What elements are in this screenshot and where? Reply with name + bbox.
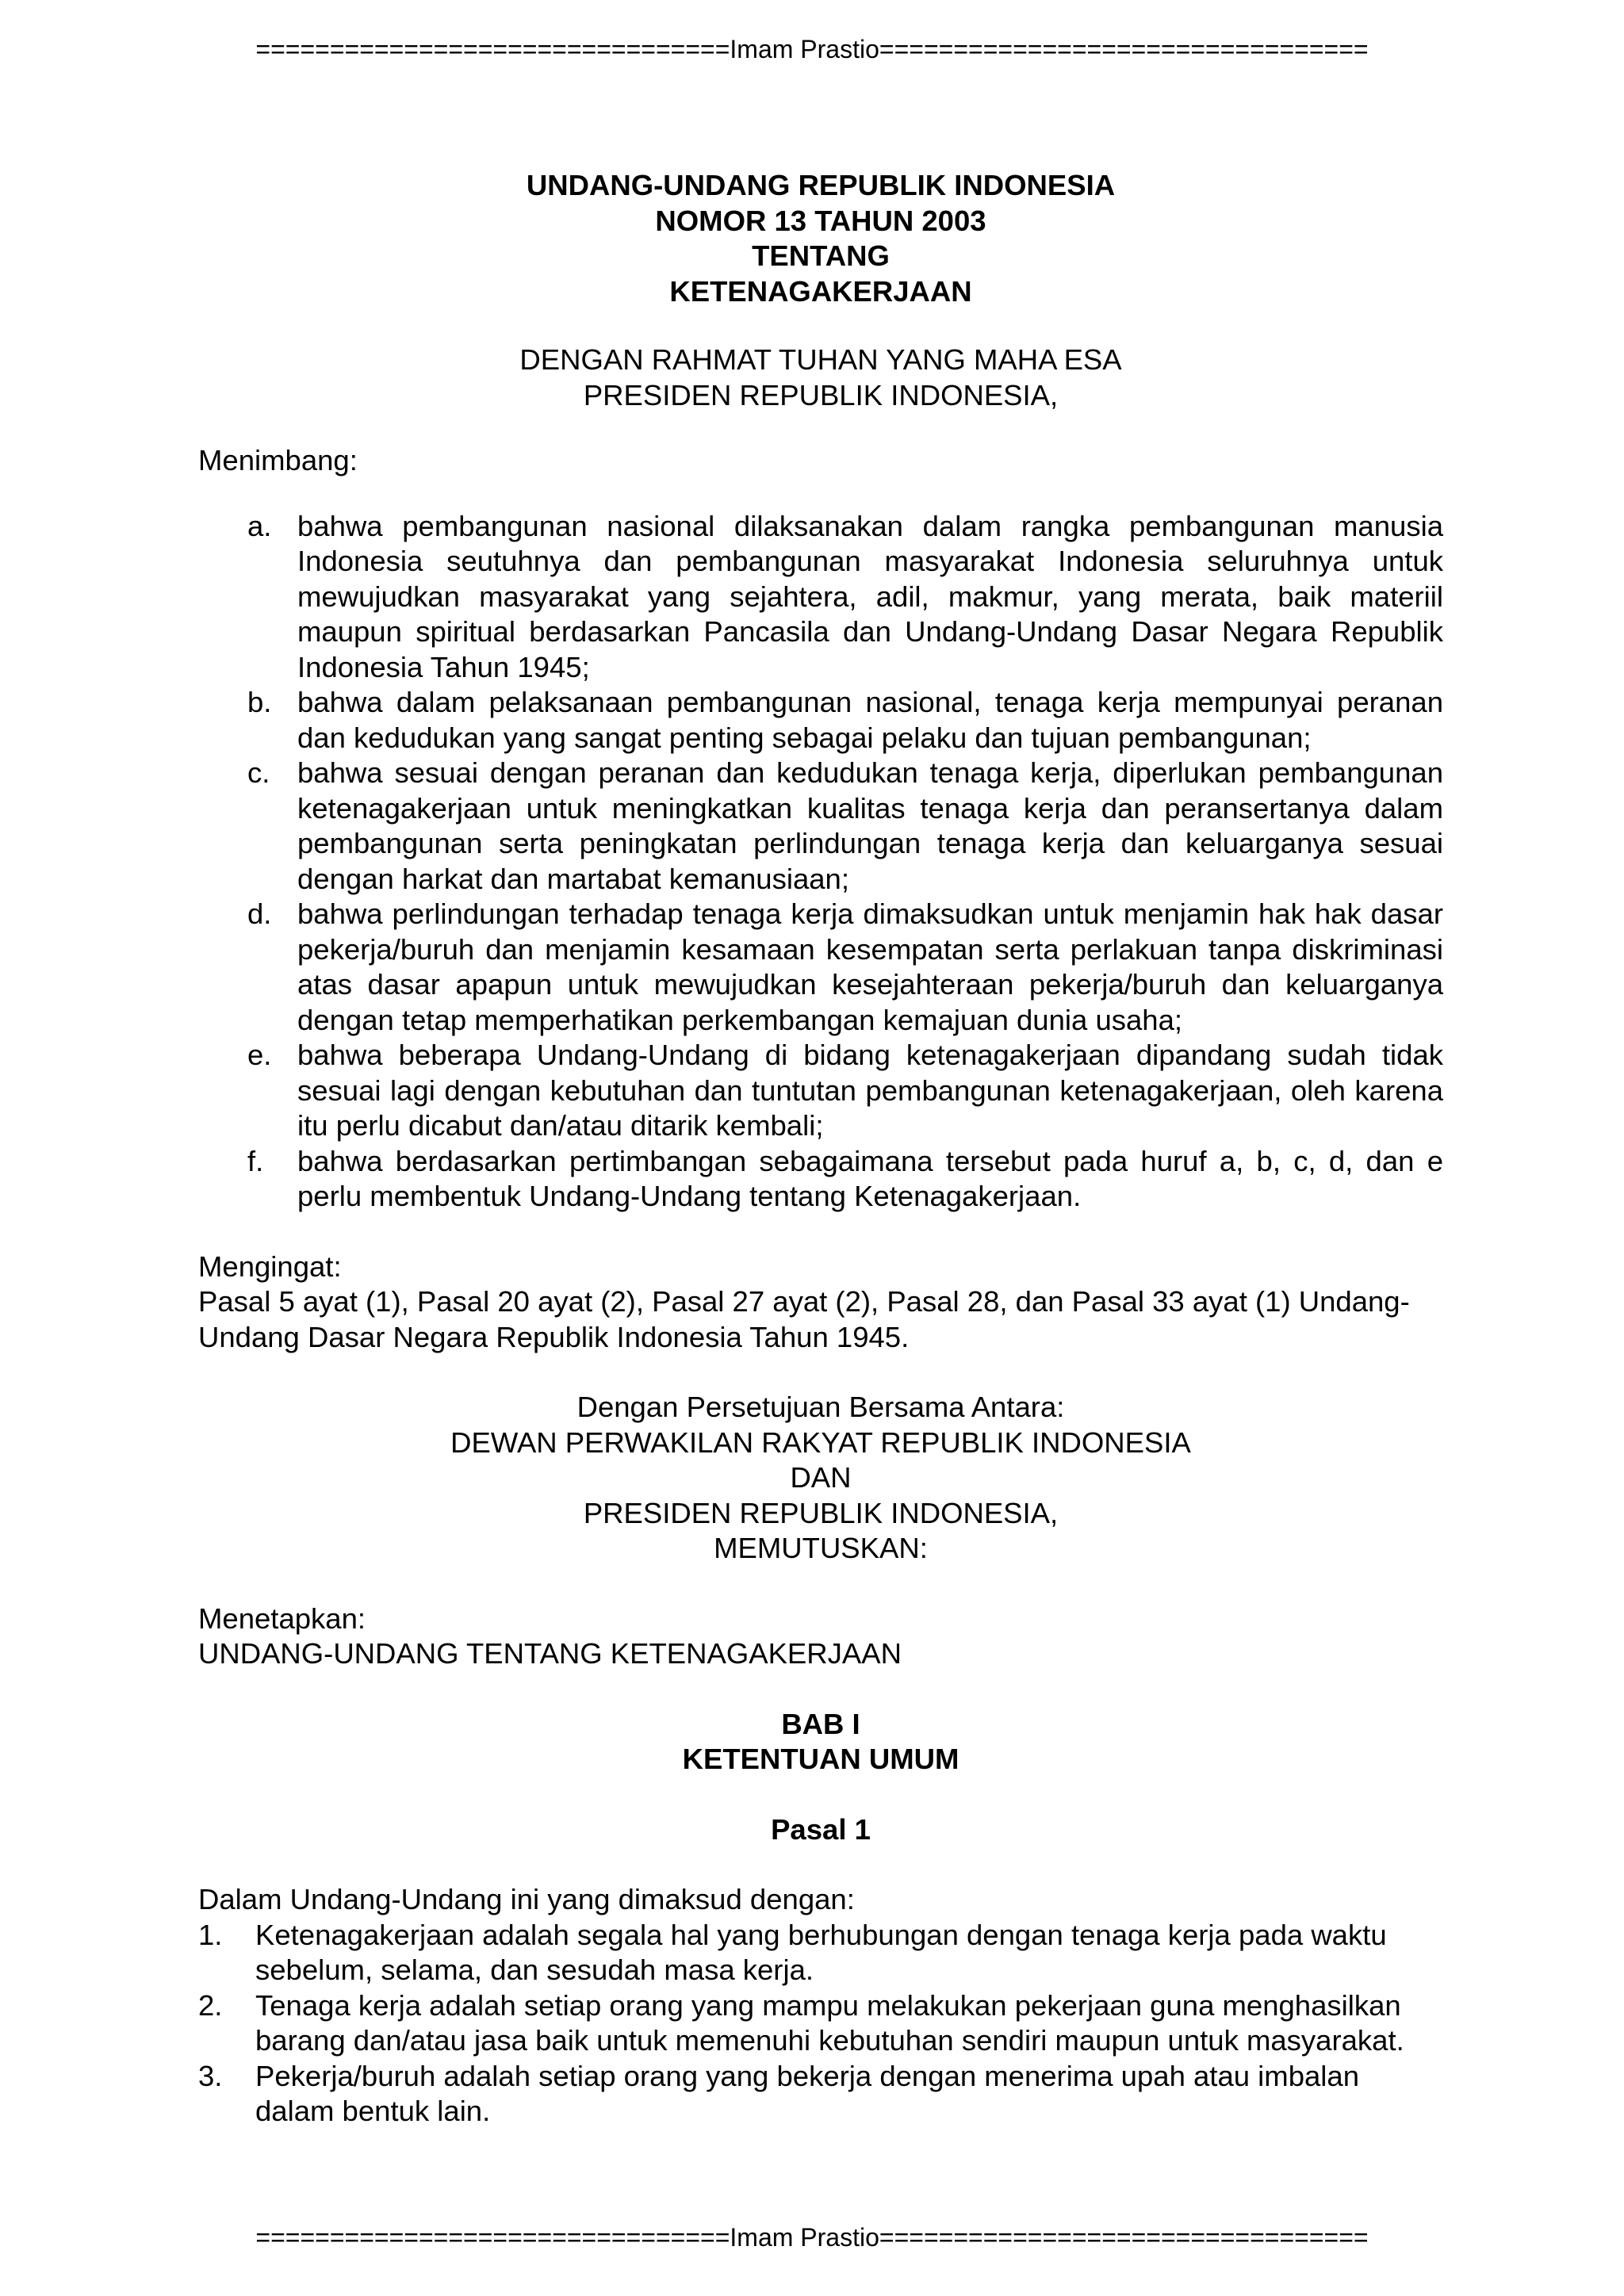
title-line-4: KETENAGAKERJAAN [669, 274, 972, 308]
chapter-title: KETENTUAN UMUM [682, 1743, 959, 1775]
observing-text: Pasal 5 ayat (1), Pasal 20 ayat (2), Pasal 27 ayat (2), Pasal 28, dan Pasal 33 ayat (1) Undang-Undang Dasar Negara Republik Indonesia Tahun 1945. [198, 1285, 1410, 1353]
considering-item-e [198, 1038, 1443, 1144]
considering-list [198, 509, 1443, 1215]
enact-label: Menetapkan: [198, 1601, 366, 1635]
considering-item-d [198, 897, 1443, 1038]
definition-text: Pekerja/buruh adalah setiap orang yang bekerja dengan menerima upah atau imbalan dalam bentuk lain. [255, 2059, 1360, 2127]
considering-item-text: bahwa berdasarkan pertimbangan sebagaimana tersebut pada huruf a, b, c, d, dan e perlu membentuk Undang-Undang tentang Ketenagakerjaan. [297, 1144, 1443, 1212]
document-title [198, 168, 1443, 309]
considering-item-text: bahwa perlindungan terhadap tenaga kerja dimaksudkan untuk menjamin hak hak dasar pekerja/buruh dan menjamin kesamaan kesempatan serta perlakuan tanpa diskriminasi atas dasar apapun untuk mewujudkan kesejahteraan pekerja/buruh dan keluarganya dengan tetap memperhatikan perkembangan kemajuan dunia usaha; [297, 897, 1443, 1036]
definition-number: 2. [198, 1988, 223, 2022]
definition-text: Ketenagakerjaan adalah segala hal yang berhubungan dengan tenaga kerja pada waktu sebelum, selama, dan sesudah masa kerja. [255, 1918, 1387, 1986]
article-intro: Dalam Undang-Undang ini yang dimaksud dengan: [198, 1883, 855, 1915]
considering-item-letter: c. [247, 756, 270, 789]
definition-item [198, 1988, 1443, 2059]
considering-item-text: bahwa sesuai dengan peranan dan kedudukan tenaga kerja, diperlukan pembangunan ketenagakerjaan untuk meningkatkan kualitas tenaga kerja dan peransertanya dalam pembangunan serta peningkatan perlindungan tenaga kerja dan keluarganya sesuai dengan harkat dan martabat kemanusiaan; [297, 756, 1443, 895]
approval-line-4: PRESIDEN REPUBLIK INDONESIA, [583, 1496, 1059, 1529]
approval-section [198, 1390, 1443, 1567]
considering-label: Menimbang: [198, 444, 358, 476]
definition-item [198, 1918, 1443, 1988]
chapter-number: BAB I [781, 1707, 860, 1740]
considering-item-text: bahwa pembangunan nasional dilaksanakan dalam rangka pembangunan manusia Indonesia seutuhnya dan pembangunan masyarakat Indonesia seluruhnya untuk mewujudkan masyarakat yang sejahtera, adil, makmur, yang merata, baik materiil maupun spiritual berdasarkan Pancasila dan Undang-Undang Dasar Negara Republik Indonesia Tahun 1945; [297, 509, 1443, 683]
observing-section [198, 1249, 1443, 1356]
article-body [198, 1882, 1443, 2130]
considering-item-b [198, 685, 1443, 756]
footer-banner: ================================Imam Prastio================================= [255, 2223, 1369, 2252]
considering-item-f [198, 1144, 1443, 1215]
approval-line-3: DAN [790, 1461, 852, 1494]
considering-item-text: bahwa dalam pelaksanaan pembangunan nasional, tenaga kerja mempunyai peranan dan kedudukan yang sangat penting sebagai pelaku dan tujuan pembangunan; [297, 686, 1443, 754]
approval-line-2: DEWAN PERWAKILAN RAKYAT REPUBLIK INDONESIA [450, 1425, 1191, 1459]
header-banner: ================================Imam Prastio================================= [255, 35, 1369, 63]
article-heading: Pasal 1 [771, 1812, 871, 1846]
title-line-1: UNDANG-UNDANG REPUBLIK INDONESIA [526, 169, 1116, 201]
definition-text: Tenaga kerja adalah setiap orang yang mampu melakukan pekerjaan guna menghasilkan barang dan/atau jasa baik untuk memenuhi kebutuhan sendiri maupun untuk masyarakat. [255, 1988, 1404, 2057]
considering-item-letter: d. [247, 897, 272, 930]
definition-item [198, 2059, 1443, 2130]
definition-number: 1. [198, 1918, 223, 1951]
considering-item-letter: e. [247, 1039, 272, 1071]
considering-item-letter: a. [247, 509, 272, 542]
definition-list [198, 1918, 1443, 2130]
title-line-3: TENTANG [752, 239, 890, 272]
enact-text: UNDANG-UNDANG TENTANG KETENAGAKERJAAN [198, 1637, 902, 1670]
opening-line-2: PRESIDEN REPUBLIK INDONESIA, [583, 378, 1059, 411]
definition-number: 3. [198, 2059, 223, 2092]
considering-item-a [198, 509, 1443, 686]
approval-line-1: Dengan Persetujuan Bersama Antara: [576, 1391, 1065, 1423]
considering-item-letter: b. [247, 686, 272, 718]
opening-formula [198, 342, 1443, 413]
document-body [198, 168, 1443, 2130]
considering-item-c [198, 756, 1443, 897]
observing-label: Mengingat: [198, 1249, 342, 1283]
title-line-2: NOMOR 13 TAHUN 2003 [655, 204, 986, 237]
chapter-heading [198, 1707, 1443, 1777]
approval-line-5: MEMUTUSKAN: [714, 1532, 928, 1564]
enact-section [198, 1601, 1443, 1672]
considering-item-letter: f. [247, 1144, 264, 1177]
considering-item-text: bahwa beberapa Undang-Undang di bidang ketenagakerjaan dipandang sudah tidak sesuai lagi dengan kebutuhan dan tuntutan pembangunan ketenagakerjaan, oleh karena itu perlu dicabut dan/atau ditarik kembali; [297, 1039, 1443, 1142]
opening-line-1: DENGAN RAHMAT TUHAN YANG MAHA ESA [519, 343, 1122, 376]
